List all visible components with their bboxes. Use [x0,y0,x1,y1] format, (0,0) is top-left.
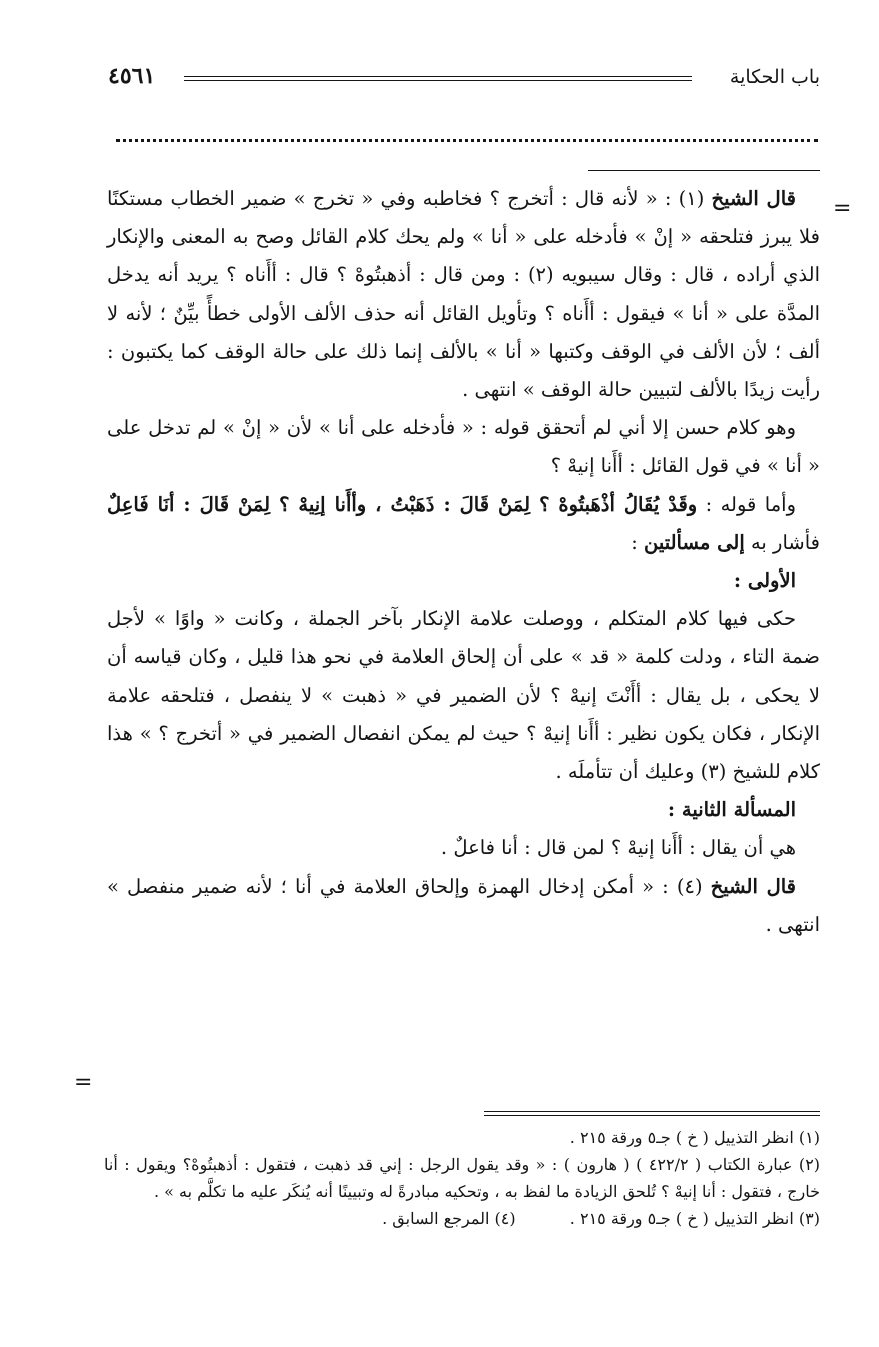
quoted-text: وقَدْ يُقَالُ أذْهَبتُوهْ ؟ لِمَنْ قَالَ : ذَهَبْتُ ، وأأَنا إنِيهْ ؟ لِمَنْ قَالَ : أنَا فَاعِلٌ [107,492,698,516]
dotted-separator [116,139,818,142]
footnote-2 [104,1151,820,1205]
running-header [108,62,820,96]
footnote-3: (٣) انظر التذييل ( خ ) جـ٥ ورقة ٢١٥ . [569,1209,820,1228]
section-rule [588,170,820,171]
footnote-rule [484,1111,820,1116]
paragraph-text: وأما قوله : [705,492,796,516]
footnote-ref: (٢) [527,263,554,287]
margin-mark-bottom: = [74,1070,93,1095]
footnote-ref: (٤) [676,874,703,898]
paragraph [107,600,820,791]
page-number: ٤٥٦١ [108,63,156,89]
section-heading: المسألة الثانية : [667,798,796,822]
footnote-2-line: (٢) عبارة الكتاب ( ٤٢٢/٢ ) ( هارون ) : « وقد يقول الرجل : إني قد ذهبت ، فتقول : [243,1155,821,1174]
paragraph: وهو كلام حسن إلا أني لم أتحقق قوله : « فأدخله على أنا » لأن « إنْ » لم تدخل على « أنا » في قول القائل : أأَنا إنيهْ ؟ [107,416,820,478]
footnote-row [104,1205,820,1232]
footnote-2-line: أذهبتُوهْ؟ ويقول : أنا خارج ، فتقول : أنا إنيهْ ؟ تُلحق الزيادة ما لفظ به ، وتحكيه مبادرةً له وتبيينًا أنه [104,1155,820,1201]
paragraph-text: : ومن قال : أذهبتُوهْ ؟ قال : أأَناه ؟ يريد أنه يدخل المدَّة على « أنا » فيقول : أأَناه ؟ وتأويل القائل أنه حذف الألف الأولى خطأً بيِّنٌ ؛ لأنه لا ألف ؛ لأن الألف في الوقف وكتبها « أنا » بالألف إنما ذلك على حالة الوقف كما يكتبون : رأيت زيدًا بالألف لتبيين حالة الوقف » انتهى . [107,263,820,402]
chapter-title: باب الحكاية [729,66,820,88]
paragraph [107,486,820,562]
paragraph-text: حكى فيها كلام المتكلم ، ووصلت علامة الإنكار بآخر الجملة ، وكانت « واوًا » لأجل ضمة التاء ، ودلت كلمة « قد » على أن إلحاق العلامة في نحو هذا قليل ، وكان قياسه أن لا يحكى ، بل يقال : أأَنْتَ إنيهْ ؟ لأن الضمير في « ذهبت » لا ينفصل ، فتلحقه علامة الإنكار ، فكان يكون نظير : أأَنا إنيهْ ؟ حيث لم يمكن انفصال الضمير في « أتخرج ؟ » هذا كلام للشيخ [107,607,820,784]
paragraph: هي أن يقال : أأَنا إنيهْ ؟ لمن قال : أنا فاعلٌ . [440,836,796,860]
footnote-ref: (٣) [700,760,727,784]
footnote-2-line: يُنكَر عليه ما تكلَّم به » . [153,1182,311,1201]
paragraph-text: فأشار به [750,530,820,554]
paragraph [107,868,820,944]
speaker-label: قال الشيخ [711,187,796,210]
margin-mark-top: = [833,196,852,221]
paragraph-text: : « أمكن إدخال الهمزة وإلحاق العلامة في أنا ؛ لأنه ضمير منفصل » انتهى . [107,874,820,936]
footnotes [104,1124,820,1232]
quoted-text: إلى مسألتين [644,530,745,554]
paragraph-text: : [631,530,638,554]
footnote-1: (١) انظر التذييل ( خ ) جـ٥ ورقة ٢١٥ . [569,1128,820,1147]
footnote-ref: (١) [678,187,705,210]
speaker-label: قال الشيخ [710,874,797,898]
main-text [107,180,820,944]
paragraph-text: : « لأنه قال : أتخرج ؟ فخاطبه وفي « تخرج » ضمير الخطاب مستكنًا فلا يبرز فتلحقه « إنْ » فأدخله على « أنا » ولم يحك كلام القائل وصح به المعنى والإنكار الذي أراده ، قال : وقال سيبويه [107,187,821,287]
paragraph-text: وعليك أن تتأملَه . [555,760,695,784]
header-rule [184,76,692,81]
paragraph [107,180,820,409]
footnote-4: (٤) المرجع السابق . [382,1209,516,1228]
section-heading: الأولى : [733,569,796,593]
